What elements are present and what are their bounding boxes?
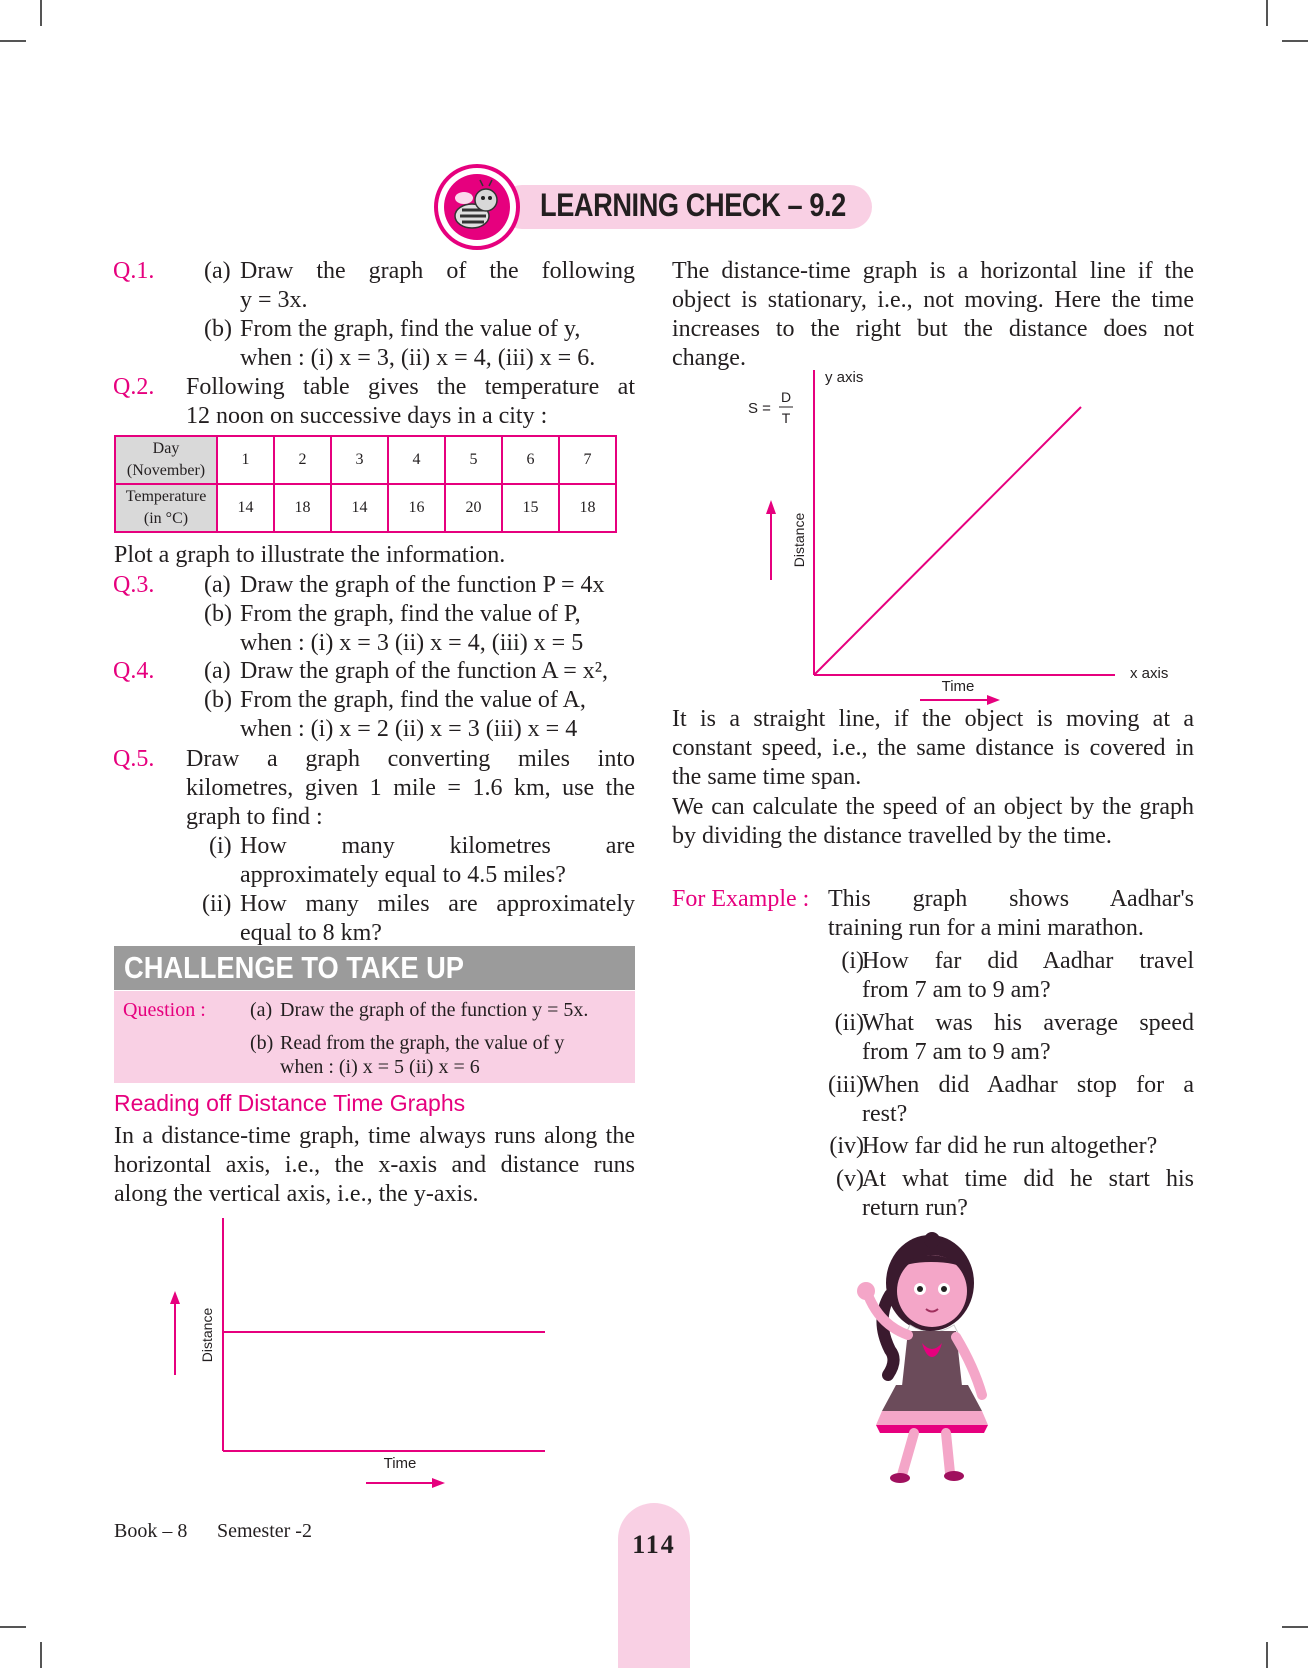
y-axis-label: Distance [791, 512, 807, 568]
q5-text-line3: graph to find : [186, 804, 323, 830]
example-item-line1: How far did Aadhar travel [862, 948, 1194, 974]
example-item-line2: rest? [862, 1101, 908, 1127]
y-axis-name: y axis [825, 369, 864, 386]
challenge-a-label: (a) [250, 999, 273, 1021]
table-row-day [115, 436, 616, 484]
bee-badge [434, 164, 520, 250]
table-cell: 1 [217, 436, 274, 484]
crop-mark [1282, 1626, 1308, 1628]
reading-paragraph: In a distance-time graph, time always runs along the horizontal axis, i.e., the x-axis and distance runs along the vertical axis, i.e., the y-axis. [114, 1123, 635, 1207]
q5-i-label: (i) [209, 833, 232, 859]
q1-b-text: From the graph, find the value of y, [240, 316, 581, 342]
moving-graph [740, 365, 1180, 710]
crop-mark [1266, 1642, 1268, 1668]
challenge-title: CHALLENGE TO TAKE UP [124, 950, 465, 985]
example-item-label: (iv) [829, 1133, 864, 1159]
girl-illustration [850, 1225, 1020, 1485]
constant-speed-paragraph: It is a straight line, if the object is moving at a constant speed, i.e., the same distance is covered in the same time span. [672, 706, 1194, 790]
page-number-tab [618, 1503, 690, 1668]
stationary-graph [160, 1210, 560, 1490]
table-cell: 14 [217, 484, 274, 532]
right-arrow-icon [987, 695, 1000, 705]
table-cell: 18 [274, 484, 331, 532]
crop-mark [1282, 40, 1308, 42]
challenge-question-label: Question : [123, 999, 206, 1021]
q1-a-label: (a) [204, 258, 231, 284]
table-cell: 7 [559, 436, 616, 484]
up-arrow-icon [170, 1291, 180, 1304]
q5-number: Q.5. [113, 746, 155, 772]
table-cell: 6 [502, 436, 559, 484]
q4-number: Q.4. [113, 658, 155, 684]
right-arrow-icon [432, 1478, 445, 1488]
table-row-temperature [115, 484, 616, 532]
speed-paragraph: We can calculate the speed of an object by the graph by dividing the distance travelled by the time. [672, 794, 1194, 849]
example-label: For Example : [672, 886, 810, 912]
challenge-b-text: Read from the graph, the value of y [280, 1032, 565, 1054]
q5-text-line1: Draw a graph converting miles into [186, 746, 635, 772]
table-cell: 2 [274, 436, 331, 484]
q1-b-when: when : (i) x = 3, (ii) x = 4, (iii) x = 6. [240, 345, 596, 371]
table-cell: 20 [445, 484, 502, 532]
q2-text-line1: Following table gives the temperature at [186, 374, 635, 400]
temperature-table [114, 435, 617, 533]
table-cell: 18 [559, 484, 616, 532]
example-item-label: (ii) [834, 1010, 864, 1036]
crop-mark [40, 1642, 42, 1668]
bee-icon [438, 168, 516, 246]
table-cell: 4 [388, 436, 445, 484]
example-item-line1: At what time did he start his [862, 1166, 1194, 1192]
speed-formula-t: T [781, 410, 791, 426]
q4-b-text: From the graph, find the value of A, [240, 687, 586, 713]
page-number: 114 [632, 1530, 676, 1559]
q3-number: Q.3. [113, 572, 155, 598]
example-item-line1: How far did he run altogether? [862, 1133, 1158, 1159]
q5-text-line2: kilometres, given 1 mile = 1.6 km, use the [186, 775, 635, 801]
stationary-paragraph: The distance-time graph is a horizontal line if the object is stationary, i.e., not moving. Here the time increases to the right but the distance does not change. [672, 258, 1194, 371]
q1-number: Q.1. [113, 258, 155, 284]
q2-instruction: Plot a graph to illustrate the information. [114, 542, 506, 568]
page-heading: LEARNING CHECK – 9.2 [540, 187, 846, 223]
q1-a-text: Draw the graph of the following [240, 258, 635, 284]
table-cell: 16 [388, 484, 445, 532]
speed-formula-d: D [780, 389, 792, 405]
q5-ii-text1: How many miles are approximately [240, 891, 635, 917]
crop-mark [0, 1626, 26, 1628]
q4-a-label: (a) [204, 658, 231, 684]
footer-book: Book – 8 [114, 1520, 188, 1542]
crop-mark [0, 40, 26, 42]
q2-number: Q.2. [113, 374, 155, 400]
example-item-line2: from 7 am to 9 am? [862, 977, 1051, 1003]
x-axis-label: Time [383, 1455, 417, 1472]
q3-b-label: (b) [204, 601, 232, 627]
table-cell: 3 [331, 436, 388, 484]
challenge-b-label: (b) [250, 1032, 274, 1054]
crop-mark [40, 0, 42, 26]
crop-mark [1266, 0, 1268, 26]
q2-text-line2: 12 noon on successive days in a city : [186, 403, 548, 429]
example-item-line1: What was his average speed [862, 1010, 1194, 1036]
x-axis-label: Time [941, 678, 975, 695]
section-heading: Reading off Distance Time Graphs [114, 1090, 466, 1116]
q3-b-when: when : (i) x = 3 (ii) x = 4, (iii) x = 5 [240, 630, 584, 656]
q4-b-when: when : (i) x = 2 (ii) x = 3 (iii) x = 4 [240, 716, 578, 742]
example-item-line2: return run? [862, 1195, 968, 1221]
q5-i-text2: approximately equal to 4.5 miles? [240, 862, 566, 888]
example-text-line2: training run for a mini marathon. [828, 915, 1144, 941]
q3-a-label: (a) [204, 572, 231, 598]
example-item-line1: When did Aadhar stop for a [862, 1072, 1194, 1098]
x-axis-name: x axis [1130, 665, 1169, 682]
example-text-line1: This graph shows Aadhar's [828, 886, 1194, 912]
q4-b-label: (b) [204, 687, 232, 713]
example-item-line2: from 7 am to 9 am? [862, 1039, 1051, 1065]
q1-b-label: (b) [204, 316, 232, 342]
q3-a-text: Draw the graph of the function P = 4x [240, 572, 605, 598]
example-item-label: (v) [836, 1166, 864, 1192]
table-cell: 15 [502, 484, 559, 532]
q5-ii-label: (ii) [202, 891, 232, 917]
q5-i-text1: How many kilometres are [240, 833, 635, 859]
table-header-temperature: Temperature (in °C) [115, 484, 217, 532]
distance-line [814, 407, 1081, 675]
example-item-label: (i) [841, 948, 864, 974]
challenge-header [114, 946, 635, 990]
up-arrow-icon [766, 500, 776, 514]
y-axis-label: Distance [199, 1307, 215, 1363]
q4-a-text: Draw the graph of the function A = x², [240, 658, 608, 684]
q5-ii-text2: equal to 8 km? [240, 920, 382, 946]
table-header-day: Day (November) [115, 436, 217, 484]
q1-a-equation: y = 3x. [240, 287, 308, 313]
q3-b-text: From the graph, find the value of P, [240, 601, 581, 627]
challenge-b-when: when : (i) x = 5 (ii) x = 6 [280, 1056, 480, 1078]
table-cell: 14 [331, 484, 388, 532]
challenge-a-text: Draw the graph of the function y = 5x. [280, 999, 589, 1021]
example-item-label: (iii) [828, 1072, 864, 1098]
speed-formula-s: S = [748, 400, 771, 417]
table-cell: 5 [445, 436, 502, 484]
footer-semester: Semester -2 [217, 1520, 312, 1542]
